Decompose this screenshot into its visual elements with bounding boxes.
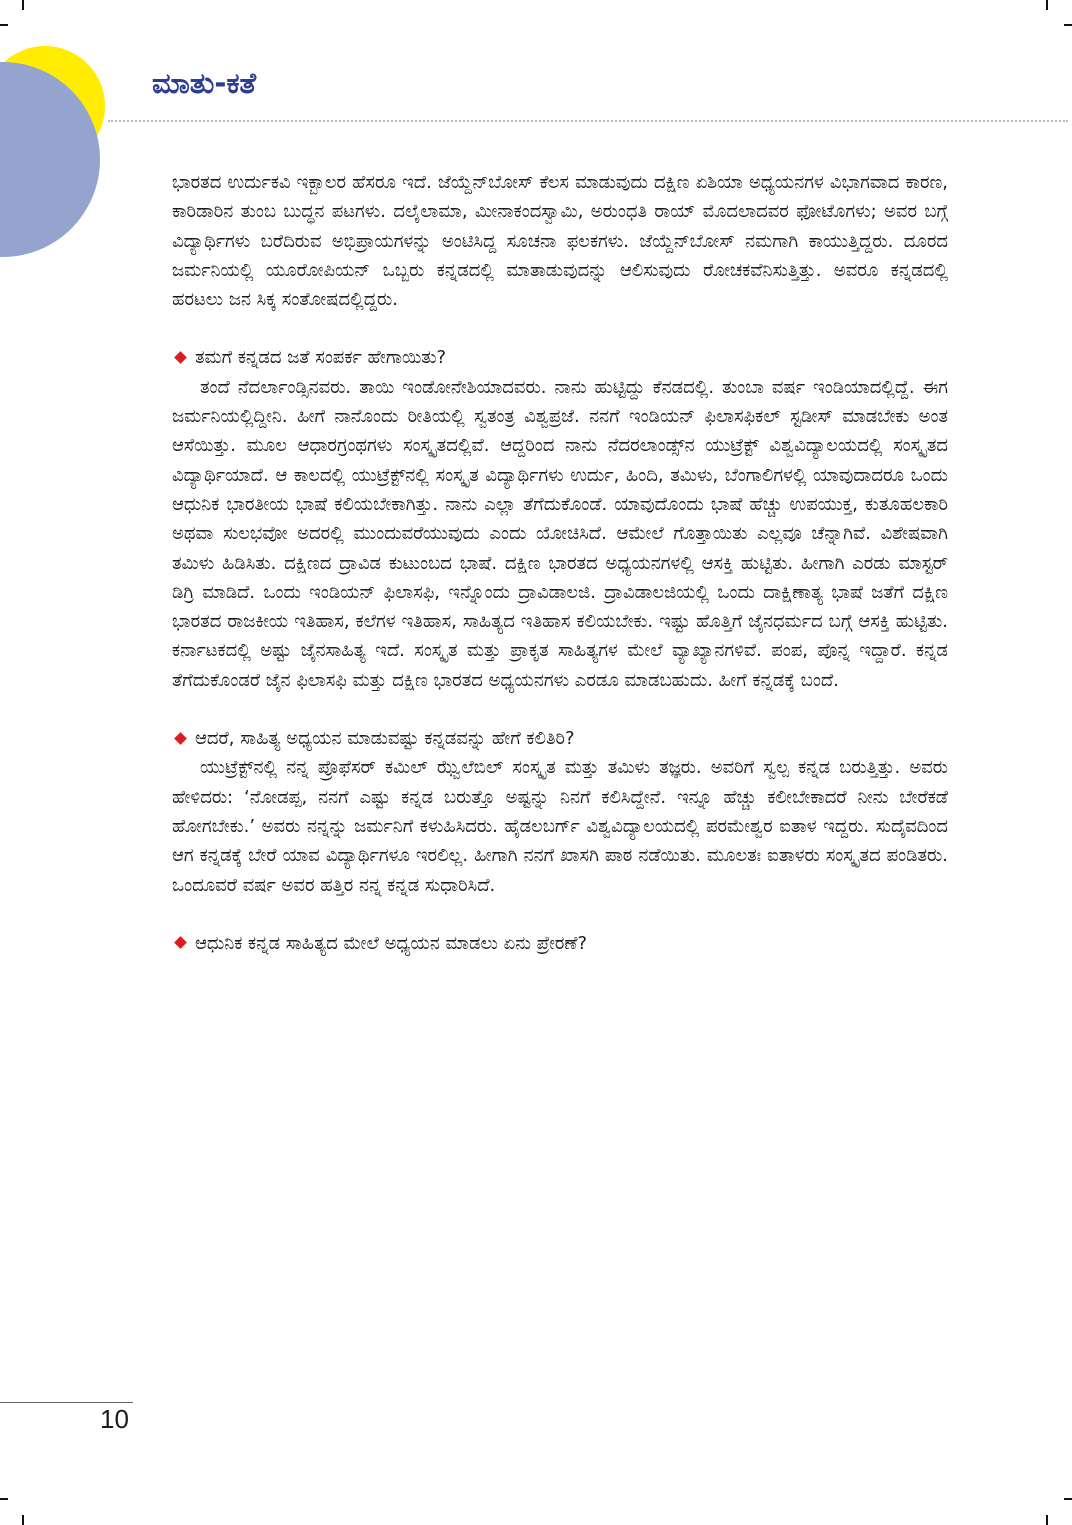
answer-1: ತಂದೆ ನೆದರ್ಲಾಂಡ್ಸಿನವರು. ತಾಯಿ ಇಂಡೋನೇಶಿಯಾದವರು. ನಾನು ಹುಟ್ಟಿದ್ದು ಕೆನಡದಲ್ಲಿ. ತುಂಬಾ ವರ್ಷ ಇಂಡಿಯಾದಲ್ಲಿದ್ದೆ. ಈಗ ಜರ್ಮನಿಯಲ್ಲಿದ್ದೀನಿ. ಹೀಗೆ ನಾನೊಂದು ರೀತಿಯಲ್ಲಿ ಸ್ವತಂತ್ರ ವಿಶ್ವಪ್ರಜೆ. ನನಗೆ ಇಂಡಿಯನ್ ಫಿಲಾಸಫಿಕಲ್ ಸ್ಟಡೀಸ್ ಮಾಡಬೇಕು ಅಂತ ಆಸೆಯಿತ್ತು. ಮೂಲ ಆಧಾರಗ್ರಂಥಗಳು ಸಂಸ್ಕೃತದಲ್ಲಿವೆ. ಆದ್ದರಿಂದ ನಾನು ನೆದರಲಾಂಡ್ಸ್‌ನ ಯುಟ್ರೆಕ್ಟ್ ವಿಶ್ವವಿದ್ಯಾಲಯದಲ್ಲಿ ಸಂಸ್ಕೃತದ ವಿದ್ಯಾರ್ಥಿಯಾದೆ. ಆ ಕಾಲದಲ್ಲಿ ಯುಟ್ರೆಕ್ಟ್‌ನಲ್ಲಿ ಸಂಸ್ಕೃತ ವಿದ್ಯಾರ್ಥಿಗಳು ಉರ್ದು, ಹಿಂದಿ, ತಮಿಳು, ಬೆಂಗಾಲಿಗಳಲ್ಲಿ ಯಾವುದಾದರೂ ಒಂದು ಆಧುನಿಕ ಭಾರತೀಯ ಭಾಷೆ ಕಲಿಯಬೇಕಾಗಿತ್ತು. ನಾನು ಎಲ್ಲಾ ತೆಗೆದುಕೊಂಡೆ. ಯಾವುದೊಂದು ಭಾಷೆ ಹೆಚ್ಚು ಉಪಯುಕ್ತ, ಕುತೂಹಲಕಾರಿ ಅಥವಾ ಸುಲಭವೋ ಅದರಲ್ಲಿ ಮುಂದುವರೆಯುವುದು ಎಂದು ಯೋಚಿಸಿದೆ. ಆಮೇಲೆ ಗೊತ್ತಾಯಿತು ಎಲ್ಲವೂ ಚೆನ್ನಾಗಿವೆ. ವಿಶೇಷವಾಗಿ ತಮಿಳು ಹಿಡಿಸಿತು. ದಕ್ಷಿಣದ ದ್ರಾವಿಡ ಕುಟುಂಬದ ಭಾಷೆ. ದಕ್ಷಿಣ ಭಾರತದ ಅಧ್ಯಯನಗಳಲ್ಲಿ ಆಸಕ್ತಿ ಹುಟ್ಟಿತು. ಹೀಗಾಗಿ ಎರಡು ಮಾಸ್ಟರ್ ಡಿಗ್ರಿ ಮಾಡಿದೆ. ಒಂದು ಇಂಡಿಯನ್ ಫಿಲಾಸಫಿ, ಇನ್ನೊಂದು ದ್ರಾವಿಡಾಲಜಿ. ದ್ರಾವಿಡಾಲಜಿಯಲ್ಲಿ ಒಂದು ದಾಕ್ಷಿಣಾತ್ಯ ಭಾಷೆ ಜತೆಗೆ ದಕ್ಷಿಣ ಭಾರತದ ರಾಜಕೀಯ ಇತಿಹಾಸ, ಕಲೆಗಳ ಇತಿಹಾಸ, ಸಾಹಿತ್ಯದ ಇತಿಹಾಸ ಕಲಿಯಬೇಕು. ಇಷ್ಟು ಹೊತ್ತಿಗೆ ಜೈನಧರ್ಮದ ಬಗ್ಗೆ ಆಸಕ್ತಿ ಹುಟ್ಟಿತು. ಕರ್ನಾಟಕದಲ್ಲಿ ಅಷ್ಟು ಜೈನಸಾಹಿತ್ಯ ಇದೆ. ಸಂಸ್ಕೃತ ಮತ್ತು ಪ್ರಾಕೃತ ಸಾಹಿತ್ಯಗಳ ಮೇಲೆ ವ್ಯಾಖ್ಯಾನಗಳಿವೆ. ಪಂಪ, ಪೊನ್ನ ಇದ್ದಾರೆ. ಕನ್ನಡ ತೆಗೆದುಕೊಂಡರೆ ಜೈನ ಫಿಲಾಸಫಿ ಮತ್ತು ದಕ್ಷಿಣ ಭಾರತದ ಅಧ್ಯಯನಗಳು ಎರಡೂ ಮಾಡಬಹುದು. ಹೀಗೆ ಕನ್ನಡಕ್ಕೆ ಬಂದೆ. — [172, 376, 948, 691]
crop-mark — [1064, 1498, 1072, 1500]
header-divider — [108, 120, 1068, 122]
crop-mark — [0, 1498, 8, 1500]
bullet-diamond-icon — [174, 351, 187, 364]
bullet-diamond-icon — [174, 732, 187, 745]
question-1-text: ತಮಗೆ ಕನ್ನಡದ ಜತೆ ಸಂಪರ್ಕ ಹೇಗಾಯಿತು? — [195, 347, 447, 369]
bullet-diamond-icon — [174, 936, 187, 949]
question-3 — [172, 929, 948, 958]
article-body — [172, 168, 948, 958]
question-3-text: ಆಧುನಿಕ ಕನ್ನಡ ಸಾಹಿತ್ಯದ ಮೇಲೆ ಅಧ್ಯಯನ ಮಾಡಲು ಏನು ಪ್ರೇರಣೆ? — [195, 932, 588, 954]
question-2 — [172, 724, 948, 753]
crop-mark — [22, 1515, 24, 1525]
question-1 — [172, 343, 948, 372]
crop-mark — [22, 0, 24, 10]
page-number: 10 — [100, 1404, 129, 1434]
crop-mark — [0, 24, 8, 26]
intro-paragraph: ಭಾರತದ ಉರ್ದುಕವಿ ಇಕ್ಬಾಲರ ಹೆಸರೂ ಇದೆ. ಜೆಯ್ದೆನ್‌ಬೋಸ್ ಕೆಲಸ ಮಾಡುವುದು ದಕ್ಷಿಣ ಏಶಿಯಾ ಅಧ್ಯಯನಗಳ ವಿಭಾಗವಾದ ಕಾರಣ, ಕಾರಿಡಾರಿನ ತುಂಬ ಬುದ್ಧನ ಪಟಗಳು. ದಲೈಲಾಮಾ, ಮೀನಾಕಂದಸ್ವಾಮಿ, ಅರುಂಧತಿ ರಾಯ್ ಮೊದಲಾದವರ ಫೋಟೊಗಳು; ಅವರ ಬಗ್ಗೆ ವಿದ್ಯಾರ್ಥಿಗಳು ಬರೆದಿರುವ ಅಭಿಪ್ರಾಯಗಳನ್ನು ಅಂಟಿಸಿದ್ದ ಸೂಚನಾ ಫಲಕಗಳು. ಜೆಯ್ದೆನ್‌ಬೋಸ್ ನಮಗಾಗಿ ಕಾಯುತ್ತಿದ್ದರು. ದೂರದ ಜರ್ಮನಿಯಲ್ಲಿ ಯೂರೋಪಿಯನ್ ಒಬ್ಬರು ಕನ್ನಡದಲ್ಲಿ ಮಾತಾಡುವುದನ್ನು ಆಲಿಸುವುದು ರೋಚಕವೆನಿಸುತ್ತಿತ್ತು. ಅವರೂ ಕನ್ನಡದಲ್ಲಿ ಹರಟಲು ಜನ ಸಿಕ್ಕ ಸಂತೋಷದಲ್ಲಿದ್ದರು. — [172, 172, 948, 311]
section-title: ಮಾತು-ಕತೆ — [152, 66, 257, 100]
crop-mark — [1046, 1515, 1048, 1525]
footer-rule — [0, 1402, 133, 1403]
crop-mark — [1064, 24, 1072, 26]
answer-2: ಯುಟ್ರೆಕ್ಟ್‌ನಲ್ಲಿ ನನ್ನ ಪ್ರೊಫೆಸರ್ ಕಮಿಲ್ ಝ್ವೆಲೆಬಿಲ್ ಸಂಸ್ಕೃತ ಮತ್ತು ತಮಿಳು ತಜ್ಞರು. ಅವರಿಗೆ ಸ್ವಲ್ಪ ಕನ್ನಡ ಬರುತ್ತಿತ್ತು. ಅವರು ಹೇಳಿದರು: ‘ನೋಡಪ್ಪ, ನನಗೆ ಎಷ್ಟು ಕನ್ನಡ ಬರುತ್ತೊ ಅಷ್ಟನ್ನು ನಿನಗೆ ಕಲಿಸಿದ್ದೇನೆ. ಇನ್ನೂ ಹೆಚ್ಚು ಕಲೀಬೇಕಾದರೆ ನೀನು ಬೇರೆಕಡೆ ಹೋಗಬೇಕು.’ ಅವರು ನನ್ನನ್ನು ಜರ್ಮನಿಗೆ ಕಳುಹಿಸಿದರು. ಹೈಡಲಬರ್ಗ್ ವಿಶ್ವವಿದ್ಯಾಲಯದಲ್ಲಿ ಪರಮೇಶ್ವರ ಐತಾಳ ಇದ್ದರು. ಸುದೈವದಿಂದ ಆಗ ಕನ್ನಡಕ್ಕೆ ಬೇರೆ ಯಾವ ವಿದ್ಯಾರ್ಥಿಗಳೂ ಇರಲಿಲ್ಲ. ಹೀಗಾಗಿ ನನಗೆ ಖಾಸಗಿ ಪಾಠ ನಡೆಯಿತು. ಮೂಲತಃ ಐತಾಳರು ಸಂಸ್ಕೃತದ ಪಂಡಿತರು. ಒಂದೂವರೆ ವರ್ಷ ಅವರ ಹತ್ತಿರ ನನ್ನ ಕನ್ನಡ ಸುಧಾರಿಸಿದೆ. — [172, 757, 948, 896]
question-2-text: ಆದರೆ, ಸಾಹಿತ್ಯ ಅಧ್ಯಯನ ಮಾಡುವಷ್ಟು ಕನ್ನಡವನ್ನು ಹೇಗೆ ಕಲಿತಿರಿ? — [195, 728, 575, 750]
crop-mark — [1046, 0, 1048, 10]
